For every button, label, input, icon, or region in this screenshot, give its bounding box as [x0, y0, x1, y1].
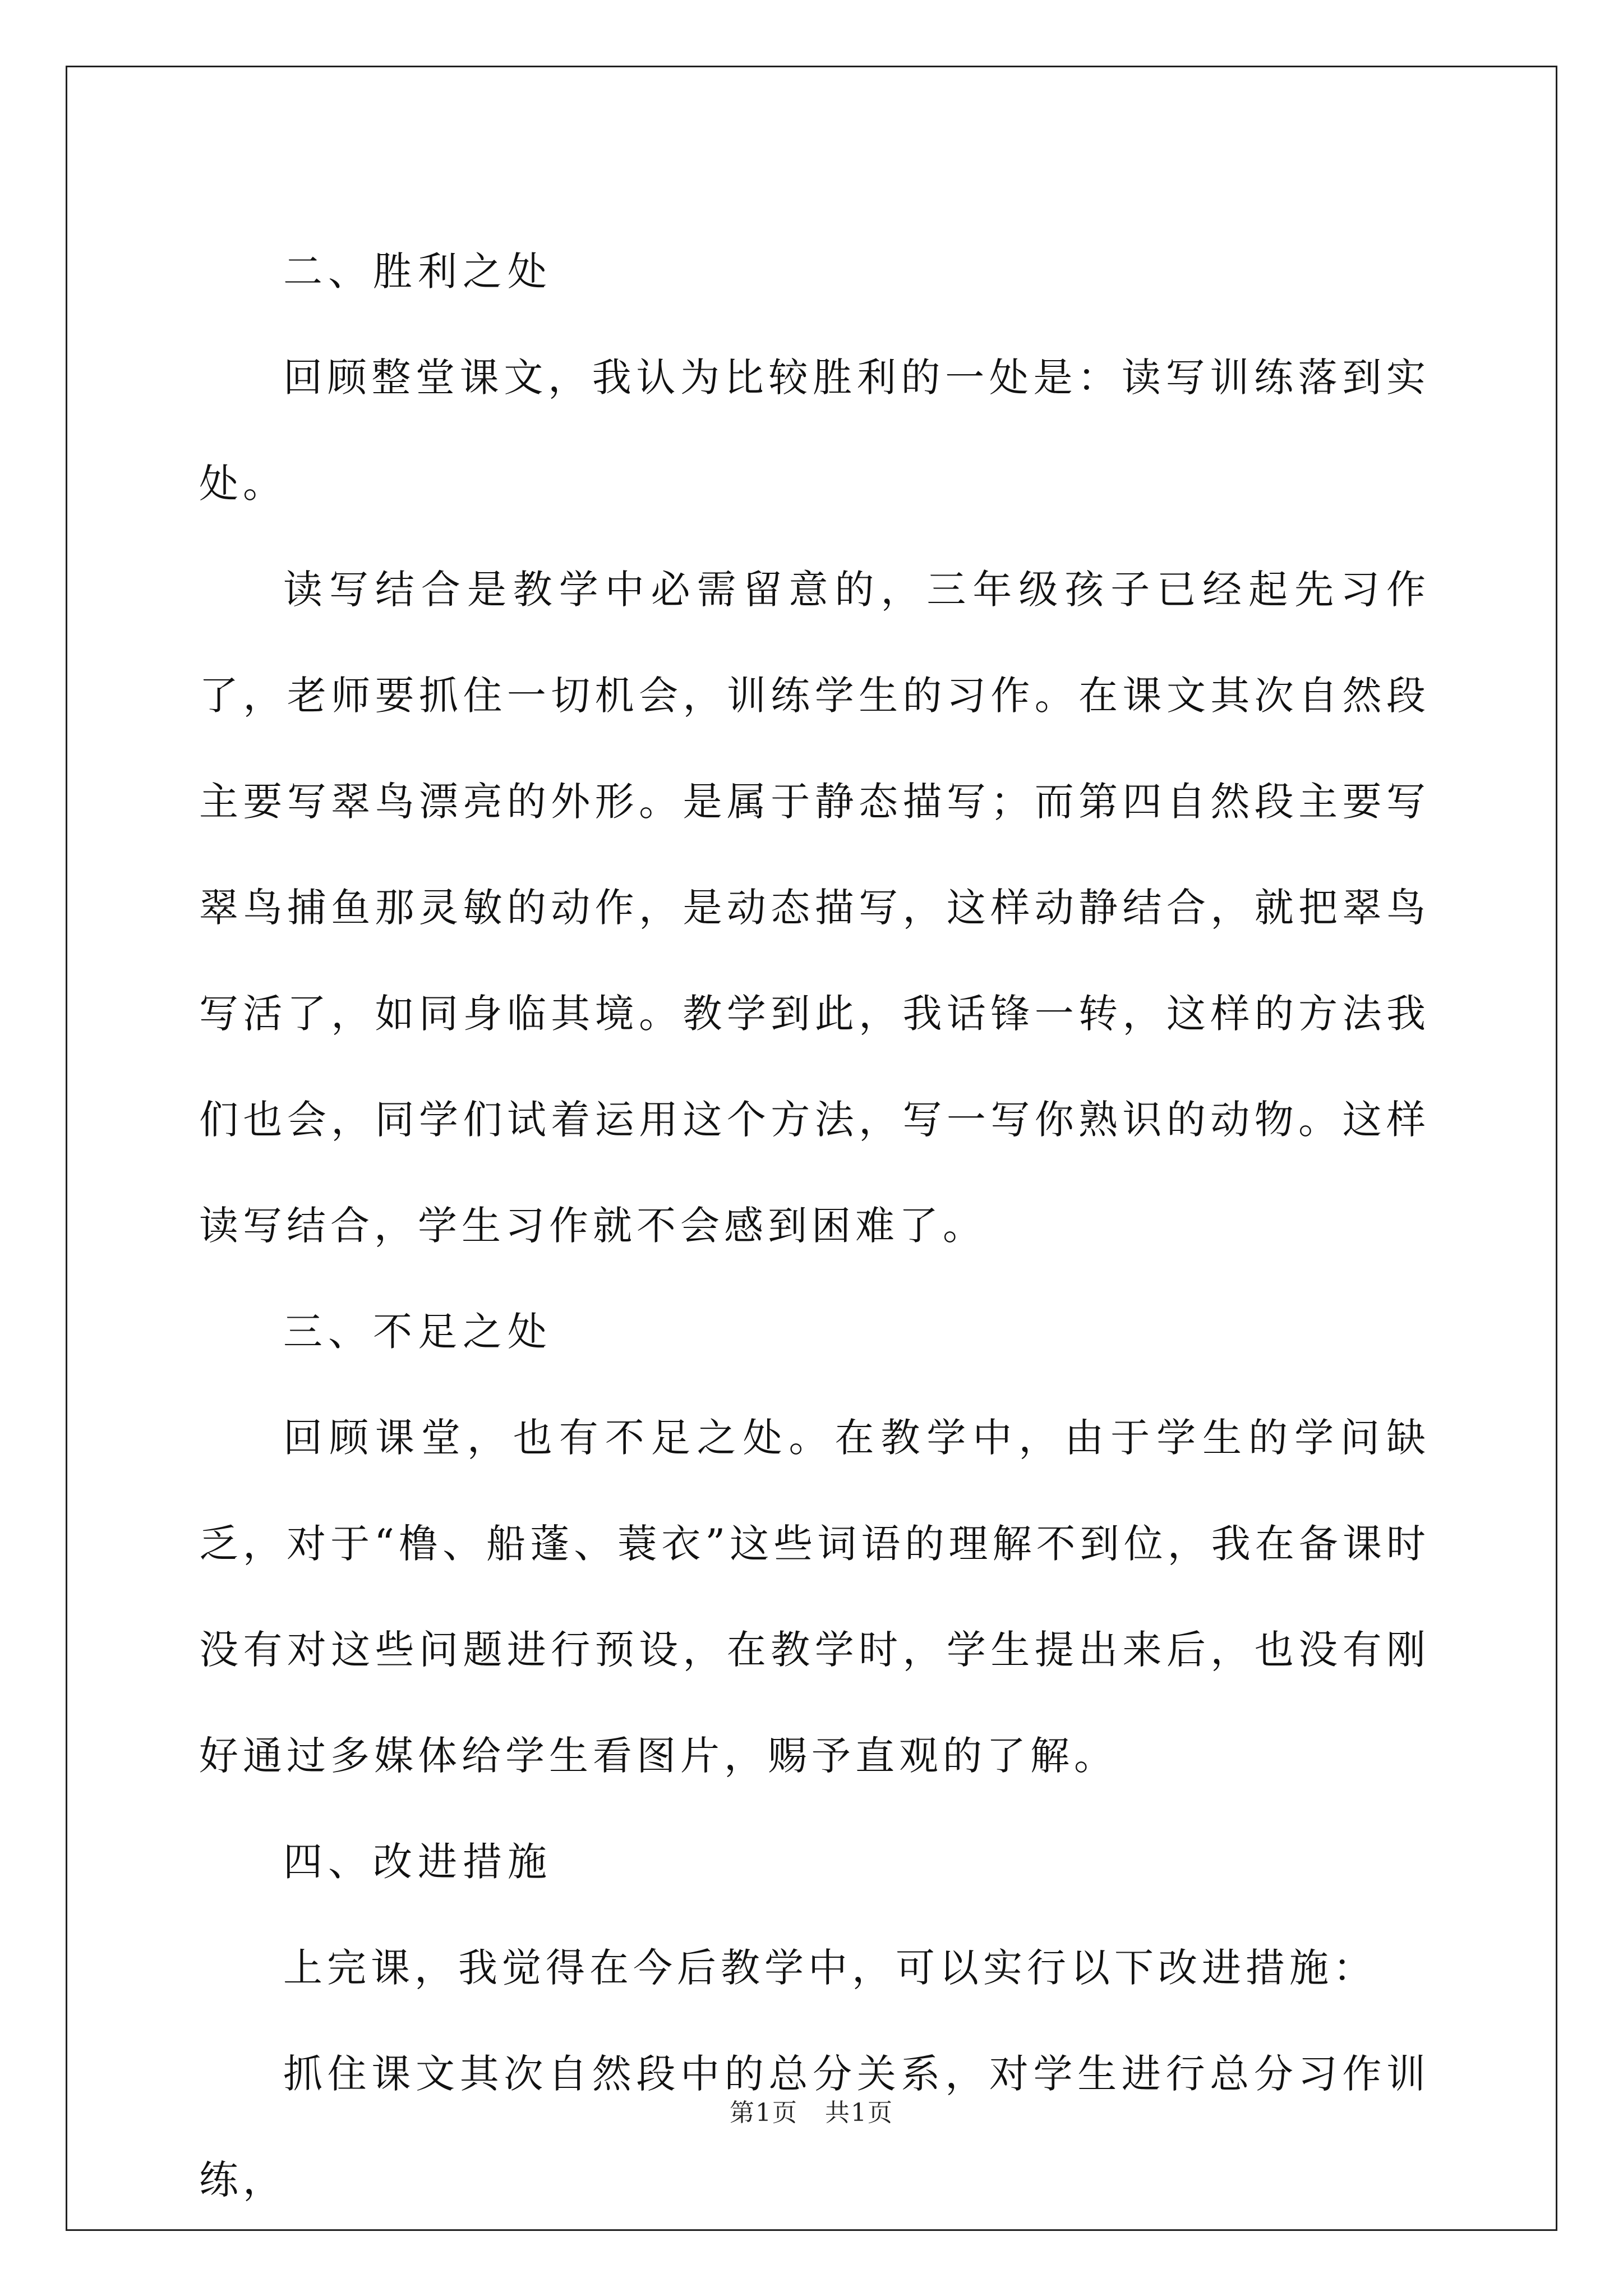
paragraph-improvements-intro: 上完课，我觉得在今后教学中，可以实行以下改进措施： — [283, 1945, 1377, 1991]
section-heading-improvements: 四、改进措施 — [283, 1839, 552, 1885]
paragraph-review: 回顾整堂课文，我认为比较胜利的一处是：读写训练落到实处。 — [199, 355, 1430, 507]
section-heading-shortcomings: 三、不足之处 — [283, 1309, 552, 1355]
paragraph-shortcomings: 回顾课堂，也有不足之处。在教学中，由于学生的学问缺乏，对于“橹、船蓬、蓑衣”这些词语的理解不到位，我在备课时没有对这些问题进行预设，在教学时，学生提出来后，也没有刚好通过多媒体给学生看图片，赐予直观的了解。 — [199, 1415, 1430, 1779]
section-heading-success: 二、胜利之处 — [283, 249, 552, 295]
document-body — [199, 219, 1430, 2233]
paragraph-improvement-item: 抓住课文其次自然段中的总分关系，对学生进行总分习作训练， — [199, 2051, 1430, 2203]
page-footer: 第1页 共1页 — [730, 2099, 893, 2127]
paragraph-reading-writing: 读写结合是教学中必需留意的，三年级孩子已经起先习作了，老师要抓住一切机会，训练学生的习作。在课文其次自然段主要写翠鸟漂亮的外形。是属于静态描写；而第四自然段主要写翠鸟捕鱼那灵敏的动作，是动态描写，这样动静结合，就把翠鸟写活了，如同身临其境。教学到此，我话锋一转，这样的方法我们也会，同学们试着运用这个方法，写一写你熟识的动物。这样读写结合，学生习作就不会感到困难了。 — [199, 567, 1430, 1249]
